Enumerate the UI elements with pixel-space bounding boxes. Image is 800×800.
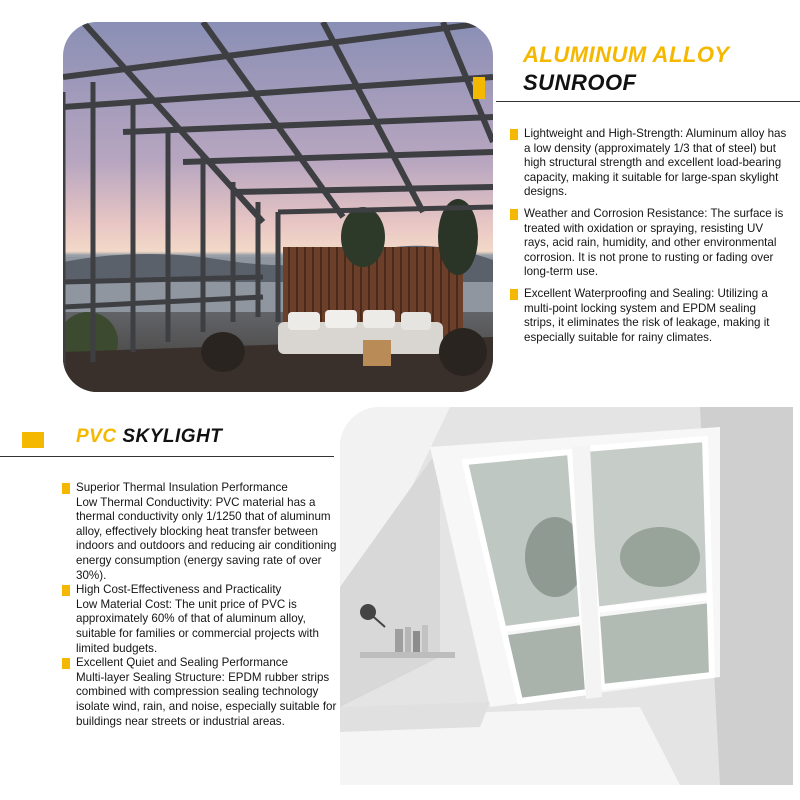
pvc-feature-body: Low Material Cost: The unit price of PVC is approximately 60% of that of aluminum alloy, suitable for families or commercial projects with limited budgets.	[76, 597, 319, 655]
pvc-feature-item	[76, 656, 342, 729]
aluminum-title-line1: ALUMINUM ALLOY	[523, 42, 730, 67]
accent-bar-pvc	[22, 432, 44, 448]
pvc-feature-item	[76, 583, 342, 656]
aluminum-feature-item: Excellent Waterproofing and Sealing: Utilizing a multi-point locking system and EPDM sealing strips, it eliminates the risk of leakage, making it especially suitable for rainy climates.	[524, 287, 788, 345]
aluminum-feature-item: Lightweight and High-Strength: Aluminum alloy has a low density (approximately 1/3 that of steel) but high structural strength and excellent load-bearing capacity, making it suitable for large-span skylight designs.	[524, 127, 787, 199]
accent-bar-top	[473, 77, 485, 99]
pvc-feature-item	[76, 481, 342, 583]
aluminum-feature-item: Weather and Corrosion Resistance: The surface is treated with oxidation or spraying, resisting UV rays, acid rain, humidity, and other environmental corrosion. It is not prone to rusting or fading over long-term use.	[524, 207, 788, 280]
aluminum-feature-list	[524, 127, 788, 352]
pvc-feature-body: Multi-layer Sealing Structure: EPDM rubber strips combined with compression sealing technology isolate wind, rain, and noise, especially suitable for buildings near streets or industrial areas.	[76, 670, 337, 728]
pvc-skylight-photo	[340, 407, 793, 785]
attic-illustration	[340, 407, 793, 785]
pvc-feature-heading: Excellent Quiet and Sealing Performance	[76, 656, 289, 670]
pvc-title	[76, 426, 222, 448]
pvc-feature-list	[76, 481, 342, 729]
aluminum-title-line2: SUNROOF	[523, 70, 637, 95]
pvc-title-accent: PVC	[76, 426, 117, 447]
divider-pvc	[0, 456, 334, 457]
sunroom-illustration	[63, 22, 493, 392]
pvc-title-rest: SKYLIGHT	[122, 426, 223, 447]
pvc-feature-heading: Superior Thermal Insulation Performance	[76, 481, 288, 494]
aluminum-sunroom-photo	[63, 22, 493, 392]
pvc-feature-body: Low Thermal Conductivity: PVC material has a thermal conductivity only 1/1250 that of aluminum alloy, effectively blocking heat transfer between indoors and outdoors and reducing air conditioning energy consumption (energy saving rate of over 30%).	[76, 495, 337, 582]
divider-top	[496, 101, 800, 102]
pvc-feature-heading: High Cost-Effectiveness and Practicality	[76, 583, 282, 597]
